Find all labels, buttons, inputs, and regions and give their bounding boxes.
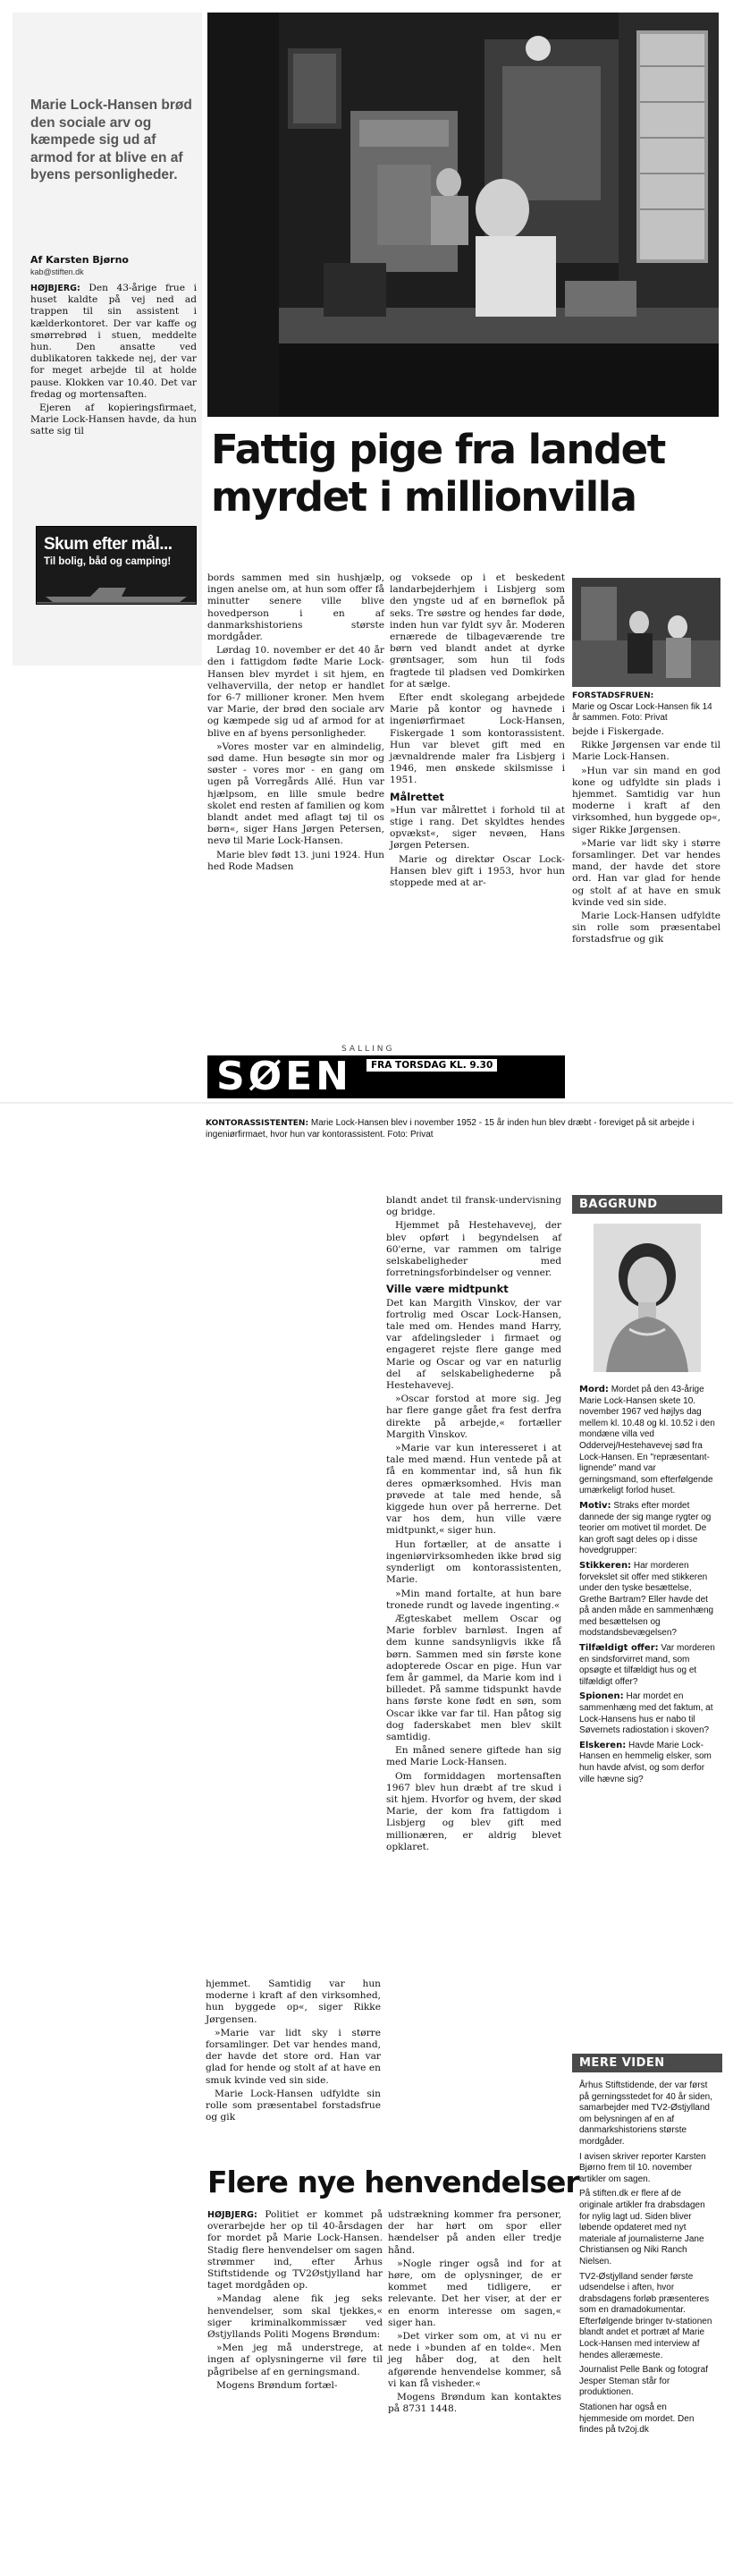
paragraph: Journalist Pelle Bank og fotograf Jesper Steman står for produktionen.	[579, 2365, 708, 2398]
item-text: Havde Marie Lock-Hansen en hemmelig elsker, som hun havde afvist, og som derfor ville hævne sig?	[579, 1740, 712, 1784]
dateline: HØJBJERG:	[30, 284, 80, 293]
couple-illustration	[572, 578, 720, 687]
portrait-illustration	[594, 1224, 701, 1372]
paragraph: Det kan Margith Vinskov, der var fortrolig med Oscar Lock-Hansen, tale med om. Hendes mand Harry, var afdelingsleder i firmaet og engageret rejste flere gange med Marie og Oscar og var en naturlig del af selskabelighederne på Hestehavevej.	[386, 1297, 561, 1392]
caption-label: FORSTADSFRUEN:	[572, 691, 654, 700]
salling-banner[interactable]	[207, 1045, 565, 1098]
boat-icon	[37, 577, 196, 604]
paragraph: bords sammen med sin hushjælp, ingen anelse om, at hun som offer få minutter senere ville blive hovedperson i en af danmarkshistoriens største mordgåder.	[207, 572, 384, 643]
paragraph: »Hun var målrettet i forhold til at stige i rang. Det skyldtes hendes opvækst«, siger nevøen, Hans Jørgen Petersen.	[390, 804, 565, 852]
paragraph: Mogens Brøndum fortæl-	[216, 2379, 338, 2391]
paragraph: Marie blev født 13. juni 1924. Hun hed Rode Madsen	[207, 849, 384, 872]
paragraph: Rikke Jørgensen var ende til Marie Lock-Hansen.	[572, 740, 720, 763]
paragraph: Marie Lock-Hansen udfyldte sin rolle som præsentabel forstadsfrue og gik	[572, 911, 720, 945]
paragraph: »Min mand fortalte, at hun bare tronede rundt og lavede ingenting.«	[386, 1588, 561, 1611]
paragraph: Hun fortæller, at de ansatte i ingeniørvirksomheden ikke brød sig synderligt om kontorassistenten, Marie.	[386, 1538, 561, 1586]
paragraph: »Marie var lidt sky i større forsamlinger. Det var hendes mand, der havde det store ord. Han var glad for hende og stolt af at have en smuk kvinde ved sin side.	[206, 2027, 381, 2086]
paragraph: »Marie var kun interesseret i at tale med mænd. Hun ventede på at få en kommentar ind, så hun fik deres opmærksomhed. Hvis man prøvede at tale med hende, så kiggede hun over på herrerne. Det var hos dem, hun ville være midtpunkt,« siger hun.	[386, 1443, 561, 1537]
item-label: Mord:	[579, 1385, 609, 1394]
mere-viden-header: MERE VIDEN	[572, 2054, 722, 2072]
article3-column-d	[388, 2209, 561, 2417]
article-intro: Marie Lock-Hansen brød den sociale arv og kæmpede sig ud af armod for at blive en af byens personligheder.	[30, 97, 192, 182]
article3-column-c	[207, 2209, 383, 2394]
paragraph: udstrækning kommer fra personer, der har hørt om spor eller hændelser på anden eller tredje hånd.	[388, 2209, 561, 2256]
paragraph: bejde i Fiskergade.	[572, 726, 664, 737]
sidebar-item	[579, 1741, 715, 1785]
baggrund-header: BAGGRUND	[572, 1195, 722, 1214]
subhead-maalrettet: Målrettet	[390, 790, 444, 803]
paragraph: »Nogle ringer også ind for at høre, om de oplysninger, de er kommet med tidligere, er relevante. Det her viser, at der er en enorm interesse om sagen,« siger han.	[388, 2258, 561, 2328]
sidebar-item	[579, 1561, 715, 1640]
paragraph: »Det virker som om, at vi nu er nede i »bunden af en tolde«. Men jeg håber dog, at den helt afgørende henvendelse kommer, så vi kan få visheder.«	[388, 2331, 561, 2389]
portrait-photo	[594, 1224, 701, 1372]
paragraph: Efter endt skolegang arbejdede Marie på kontor og havnede i ingeniørfirmaet Lock-Hansen, Fiskergade 1 som kontorassistent. Hun var blevet gift med en jævnaldrende maler fra Lisbjerg i 1946, men ønskede skilsmisse i 1951.	[390, 692, 565, 786]
sidebar-item	[579, 1501, 715, 1557]
paragraph: Lørdag 10. november er det 40 år den i fattigdom fødte Marie Lock-Hansen blev myrdet i sit hjem, en velhavervilla, der netop er handlet for 6-7 millioner kroner. Men hvem var Marie, der brød den sociale arv og kæmpede sig ud af armod for at blive en af byens personligheder.	[207, 645, 384, 739]
item-text: Mordet på den 43-årige Marie Lock-Hansen skete 10. november 1967 ved højlys dag mellem kl. 10.48 og kl. 10.52 i den mondæne villa ved Oddervej/Hestehavevej sød fra Lock-Hansen. En "repræsentant-lignende" mand var gerningsmand, som efterfølgende umærkeligt forlod huset.	[579, 1385, 715, 1496]
ad-headline: Skum efter mål...	[44, 535, 173, 554]
lower-divider	[0, 1102, 733, 1104]
advertisement[interactable]	[36, 526, 197, 605]
paragraph: »Mandag alene fik jeg seks henvendelser, som skal tjekkes,« siger kriminalkommissær ved Østjyllands Politi Mogens Brøndum:	[207, 2293, 383, 2341]
paragraph: Marie Lock-Hansen udfyldte sin rolle som præsentabel forstadsfrue og gik	[206, 2088, 381, 2123]
sidebar-item	[579, 1385, 715, 1497]
headline-line-2: myrdet i millionvilla	[211, 473, 636, 521]
paragraph: blandt andet til fransk-undervisning og bridge.	[386, 1195, 561, 1218]
item-text: Straks efter mordet dannede der sig mange rygter og teorier om motivet til mordet. De kan groft sagt deles op i disse hovedgrupper:	[579, 1500, 712, 1556]
article2-column-a	[206, 1979, 381, 2125]
paragraph: og voksede op i et beskedent landarbejderhjem i Lisbjerg som den yngste ud af en børneflok på seks. Tre søstre og hendes far døde, inden hun var fyldt syv år. Moderen ernærede de tilbageværende tre børn ved blandt andet at dyrke grøntsager, som hun til fods fragtede til pladsen ved Domkirken for at sælge.	[390, 572, 565, 690]
caption-label: KONTORASSISTENTEN:	[206, 1119, 309, 1128]
caption-text: Marie Lock-Hansen blev i november 1952 - 15 år inden hun blev dræbt - foreviget på sit arbejde i ingeniørfirmaet, hvor hun var kontorassistent. Foto: Privat	[206, 1118, 695, 1140]
paragraph: Hjemmet på Hestehavevej, der blev opført i begyndelsen af 60'erne, var rammen om talrige selskabeligheder med forretningsforbindelser og venner.	[386, 1220, 561, 1279]
paragraph: Stationen har også en hjemmeside om mordet. Den findes på tv2oj.dk	[579, 2402, 695, 2436]
article1-column-4	[572, 726, 720, 948]
paragraph: Politiet er kommet på overarbejde her op til 40-årsdagen for mordet på Marie Lock-Hansen. Stadig flere henvendelser om sagen strømmer ind, efter Århus Stiftstidende og TV2Østjylland har taget mordgåden op.	[207, 2209, 383, 2292]
office-scene-illustration	[207, 13, 719, 417]
baggrund-items	[579, 1385, 715, 1789]
paragraph: På stiften.dk er flere af de originale artikler fra drabsdagen for nylig lagt ud. Siden bliver løbende opdateret med nyt materiale af journalisterne Jane Christiansen og Niki Ranch Nielsen.	[579, 2189, 705, 2267]
couple-photo-caption	[572, 691, 720, 724]
banner-title: SØEN	[216, 1054, 352, 1098]
item-text: Har mordet en sammenhæng med det faktum, at Lock-Hansens hus er nabo til Søvernets radiostation i skoven?	[579, 1691, 713, 1736]
paragraph: »Marie var lidt sky i større forsamlinger. Det var hendes mand, der havde det store ord. Han var glad for hende og stolt af at have en smuk kvinde ved sin side.	[572, 837, 720, 908]
mere-viden-text	[579, 2080, 715, 2440]
item-label: Stikkeren:	[579, 1560, 632, 1571]
lead-text: Den 43-årige frue i huset kaldte på vej ned ad trappen til sin assistent i kælderkontoret. Der var kaffe og smørrebrød i stuen, meddelte hun. Den ansatte ved dublikatoren takkede nej, der var for meget arbejde til at holde pause. Klokken var 10.40. Det var fredag og mortensaften.	[30, 283, 197, 400]
item-text: Har morderen forvekslet sit offer med stikkeren under den tyske besættelse, Grethe Bartram? Eller havde det på anden måde en sammenhæng med besættelsen og modstandsbevægelsen?	[579, 1560, 714, 1639]
headline-line-1: Fattig pige fra landet	[211, 426, 665, 473]
article1-column-2	[207, 572, 384, 875]
paragraph: »Vores moster var en almindelig, sød dame. Hun besøgte sin mor og søster - vores mor - en gang om ugen på Vorregårds Allé. Hun var hjælpsom, en lille smule bedre skolet end resten af familien og kom blandt andet med aflagt tøj til os børn«, siger Hans Jørgen Petersen, nevø til Marie Lock-Hansen.	[207, 741, 384, 847]
item-text: Var morderen en sindsforvirret mand, som opsøgte et tilfældigt hus og et tilfældigt offer?	[579, 1643, 715, 1687]
paragraph: Mogens Brøndum kan kontaktes på 8731 1448.	[388, 2392, 561, 2415]
article-lead-column	[30, 283, 197, 440]
paragraph: Ægteskabet mellem Oscar og Marie forblev barnløst. Ingen af dem kunne sandsynligvis ikke få børn. Sammen med sin første kone adopterede Oscar en pige. Hun var fem år gammel, da Marie kom ind i billedet. På samme tidspunkt havde hans første kone født en søn, som Oscar ikke var far til. Han påtog sig dog faderskabet men blev skilt samtidig.	[386, 1613, 561, 1742]
banner-date: FRA TORSDAG KL. 9.30	[366, 1059, 497, 1072]
byline-email[interactable]: kab@stiften.dk	[30, 267, 84, 276]
item-label: Motiv:	[579, 1500, 611, 1511]
paragraph: »Oscar forstod at more sig. Jeg har flere gange gået fra fest derfra direkte på arbejde,« fortæller Margith Vinskov.	[386, 1394, 561, 1440]
paragraph: En måned senere giftede han sig med Marie Lock-Hansen.	[386, 1745, 561, 1768]
dateline: HØJBJERG:	[207, 2210, 257, 2220]
paragraph: Om formiddagen mortensaften 1967 blev hun dræbt af tre skud i sit hjem. Hvorfor og hvem, der skød Marie, der kom fra fattigdom i Lisbjerg og blev gift med millionæren, er aldrig blevet opklaret.	[386, 1770, 561, 1852]
office-photo-caption	[206, 1118, 706, 1140]
lead-continued: Ejeren af kopieringsfirmaet, Marie Lock-Hansen havde, da hun satte sig til	[30, 402, 197, 437]
paragraph: Århus Stiftstidende, der var først på gerningsstedet for 40 år siden, samarbejder med TV2-Østjylland om belysningen af en af danmarkshistoriens største mordgåder.	[579, 2080, 712, 2147]
paragraph: »Hun var sin mand en god kone og udfyldte sin plads i hjemmet. Samtidig var hun moderne i kraft af den virksomhed, hun byggede op«, siger Rikke Jørgensen.	[572, 765, 720, 835]
item-label: Tilfældigt offer:	[579, 1643, 659, 1654]
caption-text: Marie og Oscar Lock-Hansen fik 14 år sammen. Foto: Privat	[572, 701, 712, 723]
headline-flere-henvendelser: Flere nye henvendelser	[207, 2165, 579, 2199]
item-label: Spionen:	[579, 1691, 624, 1702]
office-photo	[207, 13, 719, 417]
subhead-midtpunkt: Ville være midtpunkt	[386, 1283, 509, 1296]
banner-brand: SALLING	[341, 1045, 395, 1054]
byline: Af Karsten Bjørno	[30, 254, 129, 266]
article2-column-b	[386, 1195, 561, 1855]
sidebar-item	[579, 1691, 715, 1736]
couple-photo	[572, 578, 720, 687]
sidebar-item	[579, 1643, 715, 1688]
paragraph: hjemmet. Samtidig var hun moderne i kraft af den virksomhed, hun byggede op«, siger Rikke Jørgensen.	[206, 1979, 381, 2025]
paragraph: TV2-Østjylland sender første udsendelse i aften, hvor drabsdagens forløb præsenteres som en dramadokumentar. Efterfølgende bringer tv-stationen blandt andet et portræt af Marie Lock-Hansen med interview af hendes alleræmeste.	[579, 2271, 712, 2360]
ad-subtext: Til bolig, båd og camping!	[44, 556, 172, 567]
paragraph: I avisen skriver reporter Karsten Bjørno frem til 10. november artikler om sagen.	[579, 2151, 706, 2184]
paragraph: »Men jeg må understrege, at ingen af oplysningerne vil føre til pågribelse af en gerningsmand.	[207, 2343, 383, 2377]
item-label: Elskeren:	[579, 1740, 627, 1750]
article1-column-3	[390, 572, 565, 891]
paragraph: Marie og direktør Oscar Lock-Hansen blev gift i 1953, hvor hun stoppede med at ar-	[390, 853, 565, 889]
